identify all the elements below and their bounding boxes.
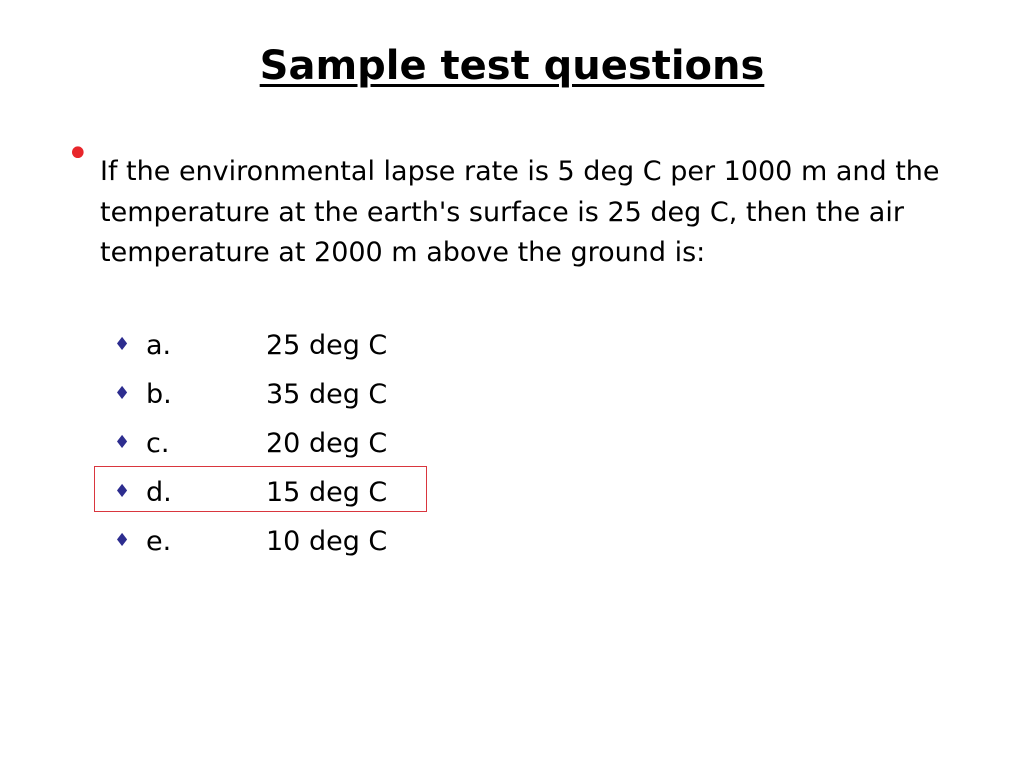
option-answer: 10 deg C	[266, 526, 388, 557]
option-b	[114, 371, 387, 420]
option-answer: 25 deg C	[266, 330, 388, 361]
bullet-dot-icon: •	[66, 131, 90, 177]
option-letter: a.	[146, 330, 172, 361]
diamond-bullet-icon: ♦	[114, 530, 131, 551]
question-text: If the environmental lapse rate is 5 deg C per 1000 m and the temperature at the earth's surface is 25 deg C, then the air temperature at 2000 m above the ground is:	[100, 156, 940, 268]
correct-answer-highlight-box	[94, 466, 427, 512]
option-answer: 35 deg C	[266, 379, 388, 410]
option-answer: 20 deg C	[266, 428, 388, 459]
slide-title	[0, 40, 1024, 92]
option-c	[114, 420, 387, 469]
option-answer: 15 deg C	[266, 477, 388, 508]
option-letter: e.	[146, 526, 172, 557]
answer-options-list	[114, 322, 387, 567]
slide-title-text: Sample test questions	[259, 43, 765, 89]
diamond-bullet-icon: ♦	[114, 383, 131, 404]
option-letter: d.	[146, 477, 172, 508]
option-letter: b.	[146, 379, 172, 410]
diamond-bullet-icon: ♦	[114, 481, 131, 502]
diamond-bullet-icon: ♦	[114, 432, 131, 453]
option-e	[114, 518, 387, 567]
diamond-bullet-icon: ♦	[114, 334, 131, 355]
option-letter: c.	[146, 428, 170, 459]
option-a	[114, 322, 387, 371]
